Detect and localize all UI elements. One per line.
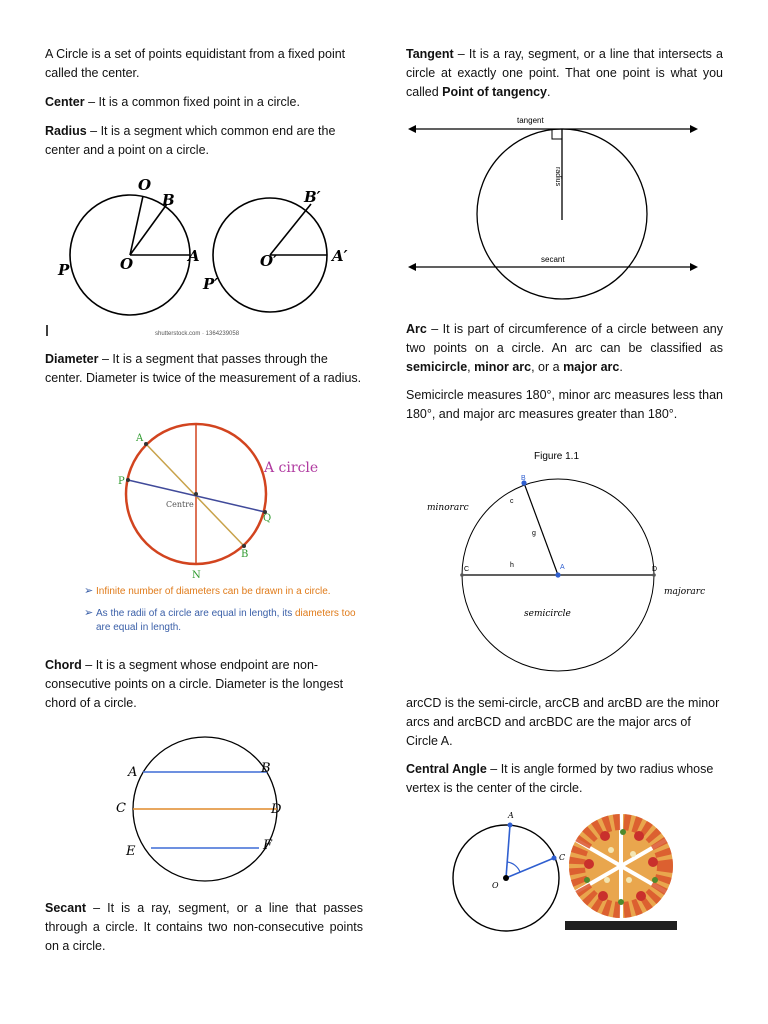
label-h: h <box>510 562 514 569</box>
label-semicircle: semicircle <box>524 609 571 619</box>
central-angle-figure <box>450 808 570 938</box>
label-c: C <box>559 853 566 862</box>
label-d: D <box>652 566 658 573</box>
label-o-top: O <box>138 176 152 194</box>
label-p-prime: P′ <box>203 275 219 293</box>
label-b: B <box>261 761 271 776</box>
label-tangent: tangent <box>517 116 544 125</box>
label-a: A <box>136 433 144 444</box>
label-q: Q <box>263 513 272 524</box>
label-c-small: c <box>510 498 514 505</box>
label-c: C <box>116 801 126 816</box>
tangent-definition: Tangent – It is a ray, segment, or a line that intersects a circle at exactly one point. That one point is what you called Point of tangency. <box>406 47 723 99</box>
label-o-prime: O′ <box>260 252 278 270</box>
radius-term: Radius <box>45 124 87 138</box>
arcs-explanation: arcCD is the semi-circle, arcCB and arcBD are the minor arcs and arcBCD and arcBDC are the major arcs of Circle A. <box>406 696 720 748</box>
diameter-definition: Diameter – It is a segment that passes through the center. Diameter is twice of the measurement of a radius. <box>45 352 362 385</box>
center-definition: Center – It is a common fixed point in a circle. <box>45 95 300 109</box>
pizza-image <box>565 810 677 930</box>
bullet-arrow-2: ➢ <box>84 607 94 619</box>
chord-term: Chord <box>45 658 82 672</box>
arc-figure <box>420 445 720 675</box>
label-c: C <box>464 566 470 573</box>
label-a: A <box>128 765 138 780</box>
circle-definition: A Circle is a set of points equidistant from a fixed point called the center. <box>45 47 346 80</box>
label-e: E <box>126 844 136 859</box>
chord-definition: Chord – It is a segment whose endpoint are non-consecutive points on a circle. Diameter is the longest chord of a circle. <box>45 658 344 710</box>
arc-definition: Arc – It is part of circumference of a circle between any two points on a circle. An arc can be classified as semicircle, minor arc, or a major arc. <box>406 322 723 374</box>
bullet-arrow-1: ➢ <box>84 585 94 597</box>
label-o: O <box>492 881 499 890</box>
secant-term: Secant <box>45 901 86 915</box>
image-credit: shutterstock.com · 1364239058 <box>155 331 240 337</box>
label-p: P <box>118 476 125 487</box>
label-a-prime: A′ <box>332 247 348 265</box>
radius-definition: Radius – It is a segment which common end are the center and a point on a circle. <box>45 124 336 157</box>
label-minor-arc: minorarc <box>427 503 469 513</box>
diameter-bullet-2: As the radii of a circle are equal in length, its diameters too <box>96 608 356 619</box>
circle-title: A circle <box>264 460 319 476</box>
arc-measures-text: Semicircle measures 180°, minor arc measures less than 180°, and major arc measures greater than 180°. <box>406 388 723 421</box>
label-major-arc: majorarc <box>664 587 706 597</box>
diameter-term: Diameter <box>45 352 99 366</box>
label-b: B <box>162 191 175 209</box>
label-g: g <box>532 530 536 537</box>
radius-figure <box>45 172 365 342</box>
label-b: B <box>521 475 526 482</box>
label-p: P <box>58 261 70 279</box>
arc-term: Arc <box>406 322 427 336</box>
center-term: Center <box>45 95 85 109</box>
label-a: A <box>508 811 514 820</box>
label-f: F <box>263 838 273 853</box>
tangent-figure <box>408 112 698 312</box>
diameter-figure <box>84 418 365 643</box>
diameter-bullet-1: Infinite number of diameters can be drawn in a circle. <box>96 586 331 597</box>
chord-figure <box>115 735 295 885</box>
central-angle-definition: Central Angle – It is angle formed by two radius whose vertex is the center of the circle. <box>406 762 714 795</box>
tangent-term: Tangent <box>406 47 454 61</box>
diameter-bullet-2-cont: are equal in length. <box>96 622 182 633</box>
label-a: A <box>188 247 200 265</box>
point-of-tangency-term: Point of tangency <box>442 85 548 99</box>
label-n: N <box>192 570 201 581</box>
label-a: A <box>560 564 565 571</box>
label-centre: Centre <box>166 500 194 509</box>
figure-title: Figure 1.1 <box>534 451 580 462</box>
label-b-prime: B′ <box>304 188 321 206</box>
secant-definition: Secant – It is a ray, segment, or a line that passes through a circle. It contains two non-consecutive points on a circle. <box>45 901 363 953</box>
label-secant: secant <box>541 255 565 264</box>
label-b: B <box>241 549 249 560</box>
label-radius: radius <box>554 167 561 187</box>
label-d: D <box>271 802 282 817</box>
label-o: O <box>120 255 134 273</box>
central-angle-term: Central Angle <box>406 762 487 776</box>
